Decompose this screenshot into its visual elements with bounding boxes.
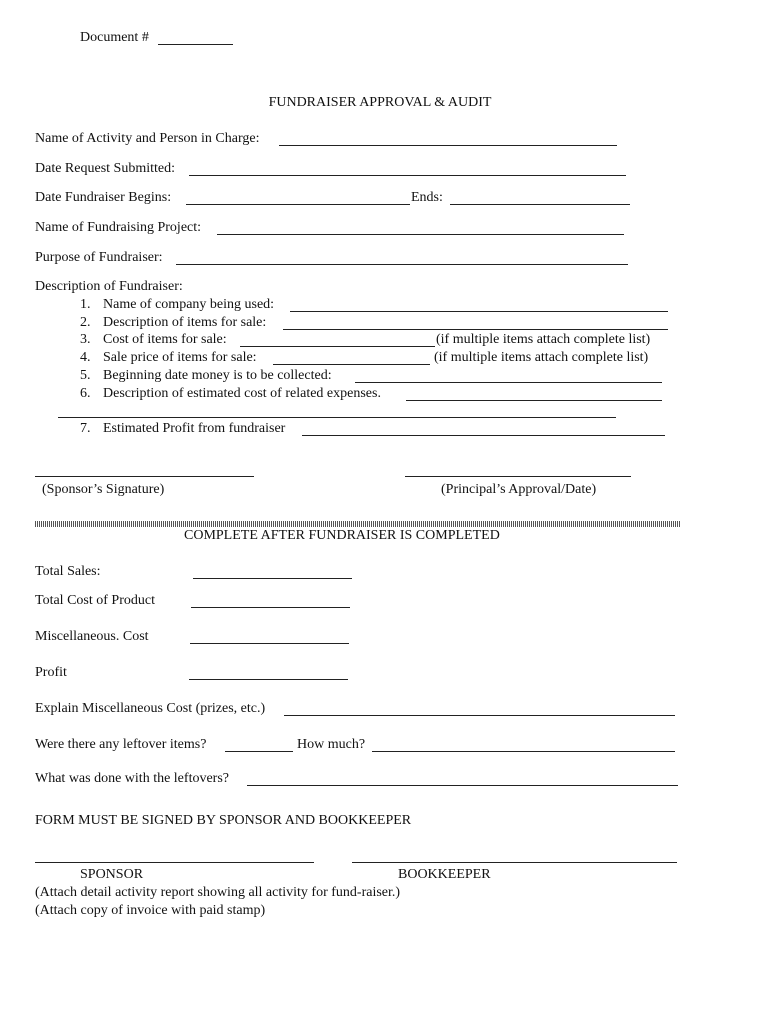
date-begins-label: Date Fundraiser Begins: [35, 190, 172, 205]
section-title: COMPLETE AFTER FUNDRAISER IS COMPLETED [184, 528, 500, 543]
estimated-profit-field[interactable] [302, 435, 665, 436]
project-name-label: Name of Fundraising Project: [35, 220, 202, 235]
items-description-field[interactable] [283, 329, 668, 330]
expenses-field-continued[interactable] [58, 417, 616, 418]
activity-person-field[interactable] [279, 145, 617, 146]
sponsor-sign-line[interactable] [35, 862, 314, 863]
sponsor-signature-label: (Sponsor’s Signature) [42, 482, 165, 497]
bookkeeper-sign-label: BOOKKEEPER [398, 867, 491, 882]
sponsor-sign-label: SPONSOR [80, 867, 144, 882]
leftover-field[interactable] [225, 751, 293, 752]
ends-label: Ends: [411, 190, 443, 205]
item-number: 1. [80, 297, 91, 312]
sponsor-signature-line[interactable] [35, 476, 254, 477]
cost-items-note: (if multiple items attach complete list) [436, 332, 651, 347]
expenses-label: Description of estimated cost of related expenses. [103, 386, 381, 401]
date-submitted-label: Date Request Submitted: [35, 161, 175, 176]
form-title: FUNDRAISER APPROVAL & AUDIT [268, 95, 492, 110]
date-begins-field[interactable] [186, 204, 410, 205]
item-number: 4. [80, 350, 91, 365]
leftover-label: Were there any leftover items? [35, 737, 207, 752]
how-much-field[interactable] [372, 751, 675, 752]
estimated-profit-label: Estimated Profit from fundraiser [103, 421, 286, 436]
begin-collect-field[interactable] [355, 382, 662, 383]
item-number: 7. [80, 421, 91, 436]
item-number: 3. [80, 332, 91, 347]
explain-misc-field[interactable] [284, 715, 675, 716]
profit-field[interactable] [189, 679, 348, 680]
date-submitted-field[interactable] [189, 175, 626, 176]
purpose-label: Purpose of Fundraiser: [35, 250, 163, 265]
leftovers-done-field[interactable] [247, 785, 678, 786]
ends-field[interactable] [450, 204, 630, 205]
activity-person-label: Name of Activity and Person in Charge: [35, 131, 260, 146]
items-description-label: Description of items for sale: [103, 315, 267, 330]
expenses-field[interactable] [406, 400, 662, 401]
sale-price-note: (if multiple items attach complete list) [434, 350, 649, 365]
total-cost-label: Total Cost of Product [35, 593, 155, 608]
company-field[interactable] [290, 311, 668, 312]
must-sign-notice: FORM MUST BE SIGNED BY SPONSOR AND BOOKKEEPER [35, 813, 412, 828]
document-number-label: Document # [80, 30, 149, 45]
begin-collect-label: Beginning date money is to be collected: [103, 368, 332, 383]
project-name-field[interactable] [217, 234, 624, 235]
section-divider [35, 524, 680, 527]
total-sales-field[interactable] [193, 578, 352, 579]
profit-label: Profit [35, 665, 67, 680]
misc-cost-label: Miscellaneous. Cost [35, 629, 149, 644]
description-label: Description of Fundraiser: [35, 279, 183, 294]
total-sales-label: Total Sales: [35, 564, 101, 579]
sale-price-field[interactable] [273, 364, 430, 365]
purpose-field[interactable] [176, 264, 628, 265]
item-number: 2. [80, 315, 91, 330]
attach-note: (Attach detail activity report showing all activity for fund-raiser.) [35, 885, 401, 900]
cost-items-label: Cost of items for sale: [103, 332, 227, 347]
principal-approval-label: (Principal’s Approval/Date) [441, 482, 597, 497]
item-number: 5. [80, 368, 91, 383]
principal-approval-line[interactable] [405, 476, 631, 477]
cost-items-field[interactable] [240, 346, 435, 347]
sale-price-label: Sale price of items for sale: [103, 350, 257, 365]
company-label: Name of company being used: [103, 297, 275, 312]
document-number-field[interactable] [158, 44, 233, 45]
leftovers-done-label: What was done with the leftovers? [35, 771, 229, 786]
item-number: 6. [80, 386, 91, 401]
bookkeeper-sign-line[interactable] [352, 862, 677, 863]
attach-note: (Attach copy of invoice with paid stamp) [35, 903, 266, 918]
total-cost-field[interactable] [191, 607, 350, 608]
misc-cost-field[interactable] [190, 643, 349, 644]
how-much-label: How much? [297, 737, 366, 752]
explain-misc-label: Explain Miscellaneous Cost (prizes, etc.) [35, 701, 266, 716]
